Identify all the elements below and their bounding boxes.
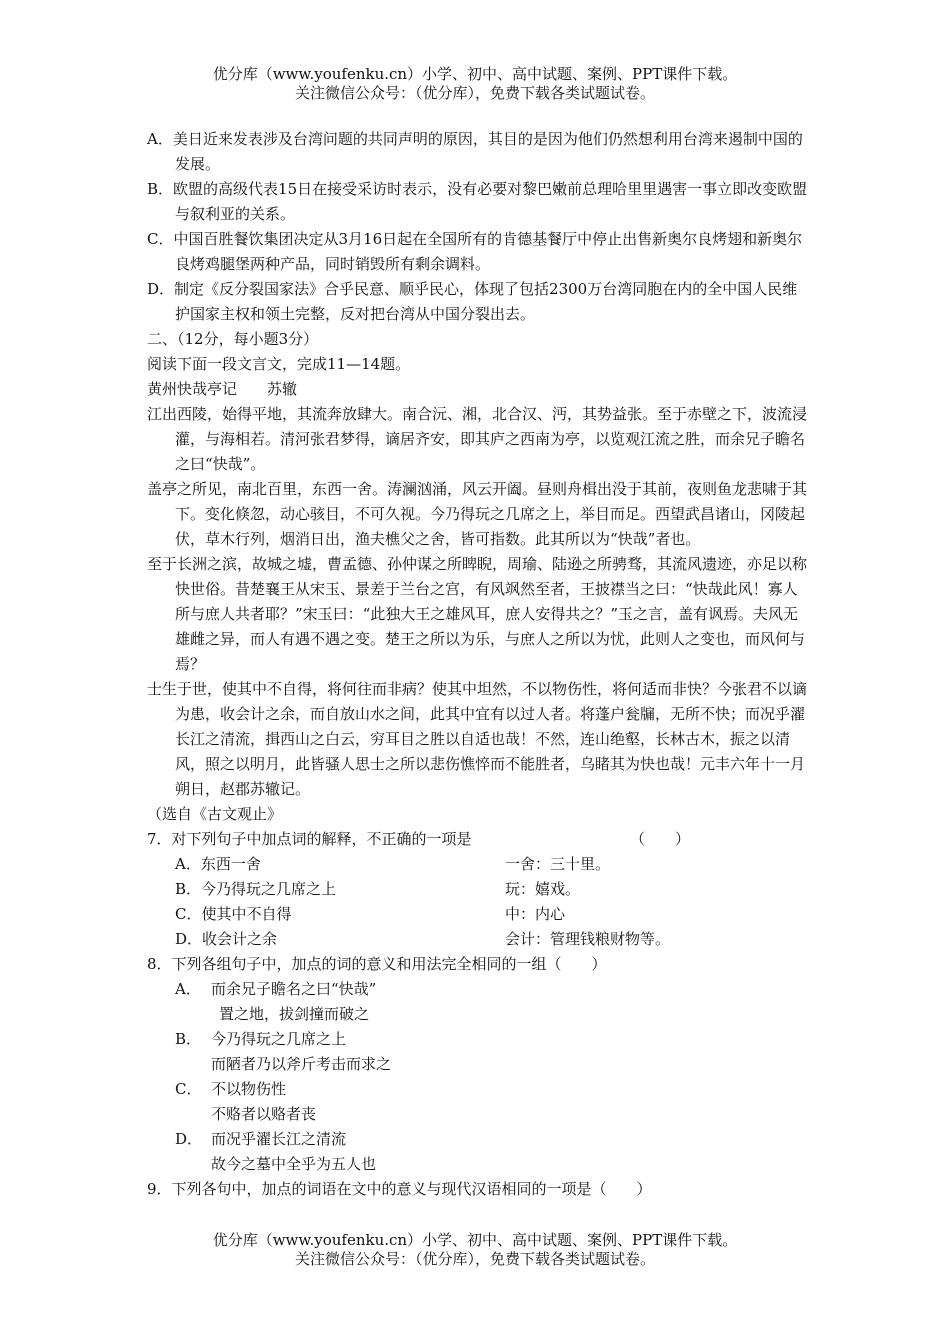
q8-option-a xyxy=(147,977,812,1002)
question-9-stem: 9．下列各句中，加点的词语在文中的意义与现代汉语相同的一项是（ ） xyxy=(147,1180,652,1198)
q7-option-row xyxy=(147,852,812,877)
option-d: D．制定《反分裂国家法》合乎民意、顺乎民心，体现了包括2300万台湾同胞在内的全中国人民维护国家主权和领土完整，反对把台湾从中国分裂出去。 xyxy=(147,280,798,323)
q8-option-b xyxy=(147,1027,812,1052)
passage-title: 黄州快哉亭记 苏辙 xyxy=(147,380,298,398)
q8-option-c xyxy=(147,1077,812,1102)
q7-option-explanation: 会计：管理钱粮财物等。 xyxy=(505,930,671,948)
option-c: C．中国百胜餐饮集团决定从3月16日起在全国所有的肯德基餐厅中停止出售新奥尔良烤翅和新奥尔良烤鸡腿堡两种产品，同时销毁所有剩余调料。 xyxy=(147,230,803,273)
q8-sentence: 不赂者以赂者丧 xyxy=(211,1105,317,1123)
q7-option-sentence: D．收会计之余 xyxy=(175,930,278,948)
passage-source: （选自《古文观止》 xyxy=(147,805,283,823)
q8-option-d xyxy=(147,1127,812,1152)
question-7 xyxy=(147,827,812,852)
passage-paragraph-4: 士生于世，使其中不自得，将何往而非病？使其中坦然，不以物伤性，将何适而非快？今张君不以谪为患，收会计之余，而自放山水之间，此其中宜有以过人者。将蓬户瓮牖，无所不快；而况乎濯长江之清流，揖西山之白云，穷耳目之胜以自适也哉！不然，连山绝壑，长林古木，振之以清风，照之以明月，此皆骚人思士之所以悲伤憔悴而不能胜者，乌睹其为快也哉！元丰六年十一月朔日，赵郡苏辙记。 xyxy=(147,680,808,798)
q8-sentence: 不以物伤性 xyxy=(211,1080,287,1098)
q7-option-row xyxy=(147,927,812,952)
q7-option-sentence: A．东西一舍 xyxy=(175,855,261,873)
section-heading: 二、（12分，每小题3分） xyxy=(147,330,319,348)
question-8-stem: 8．下列各组句子中，加点的词的意义和用法完全相同的一组（ ） xyxy=(147,955,607,973)
q8-sentence: 置之地，拔剑撞而破之 xyxy=(219,1005,370,1023)
document-body xyxy=(147,127,812,1202)
q8-option-label: C． xyxy=(175,1080,202,1098)
q7-option-sentence: B．今乃得玩之几席之上 xyxy=(175,880,337,898)
answer-parentheses: （ ） xyxy=(629,830,690,848)
q7-option-row xyxy=(147,902,812,927)
q7-option-explanation: 中：内心 xyxy=(505,905,566,923)
q8-option-label: B． xyxy=(175,1030,202,1048)
q8-sentence: 而陋者乃以斧斤考击而求之 xyxy=(211,1055,392,1073)
option-b: B．欧盟的高级代表15日在接受采访时表示，没有必要对黎巴嫩前总理哈里里遇害一事立即改变欧盟与叙利亚的关系。 xyxy=(147,180,808,223)
option-a: A．美日近来发表涉及台湾问题的共同声明的原因，其目的是因为他们仍然想利用台湾来遏制中国的发展。 xyxy=(147,130,803,173)
q8-sentence: 而况乎濯长江之清流 xyxy=(211,1130,347,1148)
question-7-stem: 7．对下列句子中加点词的解释，不正确的一项是 xyxy=(147,830,472,848)
q8-sentence: 故今之墓中全乎为五人也 xyxy=(211,1155,377,1173)
q7-option-explanation: 一舍：三十里。 xyxy=(505,855,611,873)
q8-option-label: D． xyxy=(175,1130,203,1148)
page-footer xyxy=(0,1231,950,1269)
footer-line-1: 优分库（www.youfenku.cn）小学、初中、高中试题、案例、PPT课件下载。 xyxy=(212,1231,738,1249)
page-header xyxy=(0,65,950,103)
header-line-1: 优分库（www.youfenku.cn）小学、初中、高中试题、案例、PPT课件下载。 xyxy=(212,65,738,83)
q8-sentence: 今乃得玩之几席之上 xyxy=(211,1030,347,1048)
q7-option-sentence: C．使其中不自得 xyxy=(175,905,292,923)
passage-paragraph-2: 盖亭之所见，南北百里，东西一舍。涛澜汹涌，风云开阖。昼则舟楫出没于其前，夜则鱼龙悲啸于其下。变化倏忽，动心骇目，不可久视。今乃得玩之几席之上，举目而足。西望武昌诸山，冈陵起伏，草木行列，烟消日出，渔夫樵父之舍，皆可指数。此其所以为“快哉”者也。 xyxy=(147,480,808,548)
q7-option-row xyxy=(147,877,812,902)
q7-option-explanation: 玩：嬉戏。 xyxy=(505,880,581,898)
q8-sentence: 而余兄子瞻名之曰“快哉” xyxy=(211,980,377,998)
passage-paragraph-1: 江出西陵，始得平地，其流奔放肆大。南合沅、湘，北合汉、沔，其势益张。至于赤壁之下，波流浸灌，与海相若。清河张君梦得，谪居齐安，即其庐之西南为亭，以览观江流之胜，而余兄子瞻名之曰“快哉”。 xyxy=(147,405,808,473)
passage-paragraph-3: 至于长洲之滨，故城之墟，曹孟德、孙仲谋之所睥睨，周瑜、陆逊之所骋骛，其流风遗迹，亦足以称快世俗。昔楚襄王从宋玉、景差于兰台之宫，有风飒然至者，王披襟当之曰：“快哉此风！寡人所与庶人共者耶？”宋玉曰：“此独大王之雄风耳，庶人安得共之？”玉之言，盖有讽焉。夫风无雄雌之异，而人有遇不遇之变。楚王之所以为乐，与庶人之所以为忧，此则人之变也，而风何与焉？ xyxy=(147,555,808,673)
q8-option-label: A． xyxy=(175,980,201,998)
header-line-2: 关注微信公众号：（优分库），免费下载各类试题试卷。 xyxy=(294,84,655,102)
reading-instruction: 阅读下面一段文言文，完成11—14题。 xyxy=(147,355,411,373)
footer-line-2: 关注微信公众号：（优分库），免费下载各类试题试卷。 xyxy=(294,1250,655,1268)
